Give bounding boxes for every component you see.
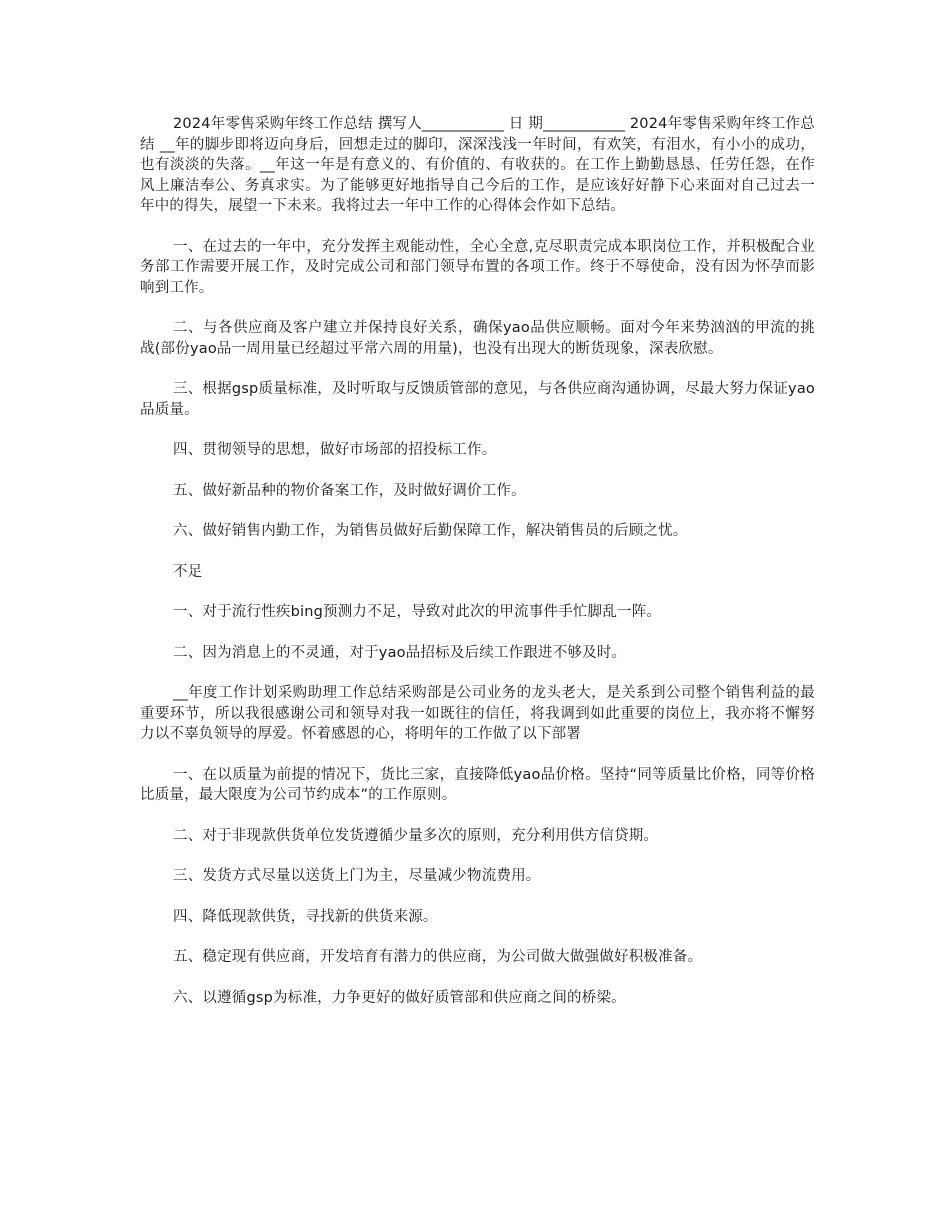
paragraph-plan-5: 五、稳定现有供应商，开发培育有潜力的供应商，为公司做大做强做好积极准备。: [173, 949, 703, 965]
paragraph-shortcoming-2: 二、因为消息上的不灵通，对于yao品招标及后续工作跟进不够及时。: [173, 644, 627, 661]
paragraph-plan-intro: __年度工作计划采购助理工作总结采购部是公司业务的龙头老大，是关系到公司整个销售利益的最重要环节，所以我很感谢公司和领导对我一如既往的信任，将我调到如此重要的岗位上，我亦将不懈努力以不辜负领导的厚爱。怀着感恩的心，将明年的工作做了以下部署: [140, 685, 815, 742]
paragraph-achievement-3: 三、根据gsp质量标准，及时听取与反馈质管部的意见，与各供应商沟通协调，尽最大努力保证yao品质量。: [140, 381, 815, 418]
section-heading-shortcomings: 不足: [173, 563, 203, 580]
paragraph-achievement-1: 一、在过去的一年中，充分发挥主观能动性，全心全意,克尽职责完成本职岗位工作，并积极配合业务部工作需要开展工作，及时完成公司和部门领导布置的各项工作。终于不辱使命，没有因为怀孕而影响到工作。: [140, 238, 815, 296]
paragraph-achievement-4: 四、贯彻领导的思想，做好市场部的招投标工作。: [173, 442, 497, 458]
paragraph-achievement-6: 六、做好销售内勤工作，为销售员做好后勤保障工作，解决销售员的后顾之忧。: [173, 523, 688, 539]
paragraph-achievement-5: 五、做好新品种的物价备案工作，及时做好调价工作。: [173, 482, 526, 499]
document-body: [140, 114, 815, 1028]
paragraph-plan-4: 四、降低现款供货，寻找新的供货来源。: [173, 908, 438, 925]
paragraph-plan-1: 一、在以质量为前提的情况下，货比三家，直接降低yao品价格。坚持“同等质量比价格，同等价格比质量，最大限度为公司节约成本”的工作原则。: [140, 766, 815, 803]
paragraph-shortcoming-1: 一、对于流行性疾bing预测力不足，导致对此次的甲流事件手忙脚乱一阵。: [173, 604, 662, 620]
paragraph-plan-2: 二、对于非现款供货单位发货遵循少量多次的原则，充分利用供方信贷期。: [173, 827, 659, 844]
paragraph-plan-3: 三、发货方式尽量以送货上门为主，尽量减少物流费用。: [173, 868, 541, 884]
intro-paragraph: 2024年零售采购年终工作总结 撰写人___________ 日 期___________ 2024年零售采购年终工作总结 __年的脚步即将迈向身后，回想走过的脚印，深深浅浅一年时间，有欢笑，有泪水，有小小的成功，也有淡淡的失落。__年这一年是有意义的、有价值的、有收获的。在工作上勤勤恳恳、任劳任怨，在作风上廉洁奉公、务真求实。为了能够更好地指导自己今后的工作，是应该好好静下心来面对自己过去一年中的得失，展望一下未来。我将过去一年中工作的心得体会作如下总结。: [140, 116, 815, 214]
paragraph-achievement-2: 二、与各供应商及客户建立并保持良好关系，确保yao品供应顺畅。面对今年来势汹汹的甲流的挑战(部份yao品一周用量已经超过平常六周的用量)，也没有出现大的断货现象，深表欣慰。: [140, 320, 815, 357]
paragraph-plan-6: 六、以遵循gsp为标准，力争更好的做好质管部和供应商之间的桥梁。: [173, 989, 626, 1006]
